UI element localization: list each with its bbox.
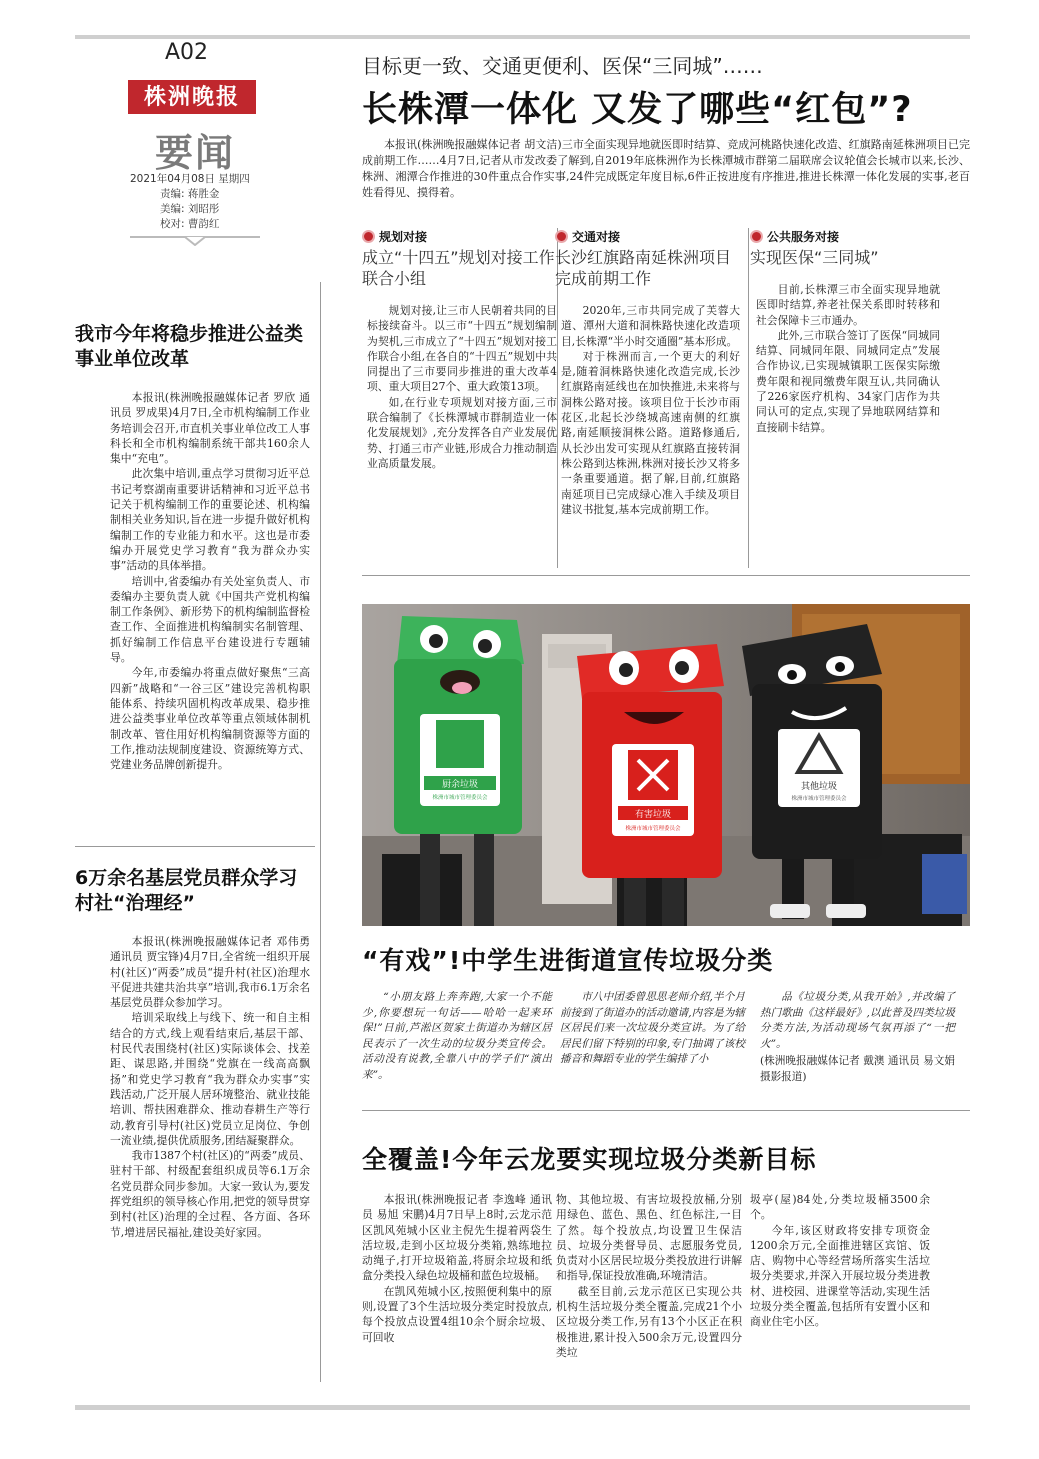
paragraph: 对于株洲而言,一个更大的利好是,随着洞株路快速化改造完成,长沙红旗路南延线也在加快推进,未来将与洞株公路对接。该项目位于长沙市雨花区,北起长沙绕城高速南侧的红旗路,南延顺接洞株公路。道路修通后,从长沙出发可实现从红旗路直接转洞株公路到达株洲,株洲对接长沙又将多一条重要通道。据了解,目前,红旗路南延项目已完成绿心准入手续及项目建议书批复,基本完成前期工作。	[561, 349, 740, 516]
svg-text:其他垃圾: 其他垃圾	[800, 782, 838, 792]
column-subhead: 实现医保“三同城”	[750, 248, 879, 267]
news-photo	[362, 604, 970, 926]
paragraph: 本报讯(株洲晚报融媒体记者 罗欣 通讯员 罗成果)4月7日,全市机构编制工作业务培训会召开,市直机关事业单位改工人事科长和全市机构编制系统干部共160余人集中“充电”。	[110, 391, 310, 466]
story3-headline: 全覆盖!今年云龙要实现垃圾分类新目标	[362, 1145, 817, 1174]
main-headline: 长株潭一体化 又发了哪些“红包”?	[362, 90, 913, 130]
main-kicker: 目标更一致、交通更便利、医保“三同城”……	[362, 54, 763, 78]
paragraph: 此次集中培训,重点学习贯彻习近平总书记考察湖南重要讲话精神和习近平总书记关于机构编制工作的重要论述、机构编制相关业务知识,旨在进一步提升做好机构编制工作的专业能力和水平。这也是市委编办开展党史学习教育“我为群众办实事”活动的具体举措。	[110, 467, 310, 573]
art-editor: 美编: 刘昭彤	[160, 203, 220, 215]
sidebar-divider	[320, 282, 321, 1382]
svg-text:株洲市城市管理委员会: 株洲市城市管理委员会	[791, 796, 847, 802]
story2-col-3: 品《垃圾分类,从我开始》,并改编了热门歌曲《这样最好》,以此普及四类垃圾分类方法,为活动现场气氛再添了“一把火”。 (株洲晚报融媒体记者 戴澳 通讯员 易文娟 摄影报道)	[760, 990, 955, 1085]
garbage-bin-costumes-illustration	[362, 604, 970, 926]
newspaper-logo: 株洲晚报	[128, 80, 256, 114]
editor: 责编: 蒋胜金	[160, 188, 220, 200]
story3-col-2: 物、其他垃圾、有害垃圾投放桶,分别用绿色、蓝色、黑色、红色标注,一目了然。每个投放点,均设置卫生保洁员、垃圾分类督导员、志愿服务党员,负责对小区居民垃圾分类投放进行讲解和指导,保证投放准确,环境清洁。 截至目前,云龙示范区已实现公共机构生活垃圾分类全覆盖,完成21个小区垃圾分类工作,另有13个小区正在积极推进,累计投入500余万元,设置四分类垃	[556, 1193, 742, 1359]
paragraph: 2020年,三市共同完成了芙蓉大道、潭州大道和洞株路快速化改造项目,长株潭“半小时交通圈”基本形成。	[561, 304, 740, 348]
svg-text:株洲市城市管理委员会: 株洲市城市管理委员会	[625, 826, 681, 832]
svg-text:有害垃圾: 有害垃圾	[634, 810, 672, 820]
column-tag: 规划对接	[362, 228, 557, 245]
story2-col-2: 市八中团委曾思思老师介绍,半个月前接到了街道办的活动邀请,内容是为辖区居民们来一次垃圾分类宣讲。为了给居民们留下特别的印象,专门抽调了该校播音和舞蹈专业的学生编排了小	[560, 991, 745, 1065]
paragraph: 我市1387个村(社区)的“两委”成员、驻村干部、村级配套组织成员等6.1万余名党员群众同步参加。大家一致认为,要发挥党组织的领导核心作用,把党的领导贯穿到村(社区)治理的全过程、各方面、各环节,增进居民福祉,建设美好家园。	[110, 1149, 310, 1239]
paragraph: 培训中,省委编办有关处室负责人、市委编办主要负责人就《中国共产党机构编制工作条例》、新形势下的机构编制监督检查工作、全面推进机构编制实名制管理、抓好编制工作信息平台建设进行专题辅导。	[110, 574, 310, 665]
paragraph: 今年,市委编办将重点做好聚焦“三高四新”战略和“一谷三区”建设完善机构职能体系、持续巩固机构改革成果、稳步推进公益类事业单位改革等重点领域体制机制改革、管住用好机构编制资源等方面的工作,推动法规制度建设、资源统筹方式、党建业务品牌创新提升。	[110, 666, 310, 772]
bullet-icon	[362, 230, 375, 243]
story2-col-1: “小朋友路上奔奔跑,大家一个不能少,你要想玩一句话——哈哈一起来环保!”日前,芦淞区贺家土街道办为辖区居民表示了一次生动的垃圾分类宣传会。活动没有说教,全靠八中的学子们“演出来”。	[362, 991, 552, 1081]
section-divider	[362, 1110, 970, 1111]
issue-date: 2021年04月08日 星期四	[130, 173, 250, 185]
column-tag: 公共服务对接	[750, 228, 940, 245]
side-story-1	[75, 322, 310, 772]
column-subhead: 长沙红旗路南延株洲项目完成前期工作	[555, 248, 732, 288]
story2-headline: “有戏”!中学生进街道宣传垃圾分类	[362, 946, 774, 975]
paragraph: 培训采取线上与线下、统一和自主相结合的方式,线上观看结束后,基层干部、村民代表围绕村(社区)实际谈体会、找差距、谋思路,并围绕“党旗在一线高高飘扬”和党史学习教育“我为群众办实事”实践活动,广泛开展人居环境整治、就业技能培训、帮扶困难群众、推动春耕生产等行动,教育引导村(社区)党员立足岗位、争创一流业绩,提供优质服务,团结凝聚群众。	[110, 1011, 310, 1147]
paragraph: 目前,长株潭三市全面实现异地就医即时结算,养老社保关系即时转移和社会保障卡三市通办。	[756, 283, 940, 327]
side-headline: 我市今年将稳步推进公益类事业单位改革	[75, 323, 304, 370]
section-divider	[362, 575, 970, 576]
story3-col-3: 圾亭(屋)84处,分类垃圾桶3500余个。 今年,该区财政将安排专项资金1200余万元,全面推进辖区宾馆、饭店、购物中心等经营场所落实生活垃圾分类要求,并深入开展垃圾分类进教材、进校园、进课堂等活动,实现生活垃圾分类全覆盖,包括所有安置小区和商业住宅小区。	[750, 1193, 930, 1329]
bullet-icon	[555, 230, 568, 243]
side-story-2	[75, 866, 310, 1240]
page-meta	[130, 172, 260, 232]
side-divider	[75, 846, 315, 847]
main-column-2	[555, 228, 740, 517]
proofreader: 校对: 曹韵红	[160, 218, 220, 230]
column-subhead: 成立“十四五”规划对接工作联合小组	[362, 248, 555, 288]
story2-credit: (株洲晚报融媒体记者 戴澳 通讯员 易文娟 摄影报道)	[760, 1055, 955, 1083]
chevron-down-icon	[184, 236, 206, 246]
bullet-icon	[750, 230, 763, 243]
main-lead: 本报讯(株洲晚报融媒体记者 胡文洁)三市全面实现异地就医即时结算、竞成河桃路快速化改造、红旗路南延株洲项目已完成前期工作……4月7日,记者从市发改委了解到,自2019年底株洲作为长株潭城市群第二届联席会议轮值会长城市以来,长沙、株洲、湘潭合作推进的30件重点合作实事,24件完成既定年度目标,6件正按进度有序推进,推进长株潭一体化发展的实事,老百姓看得见、摸得着。	[362, 138, 970, 199]
svg-text:厨余垃圾: 厨余垃圾	[441, 780, 479, 790]
main-column-1	[362, 228, 557, 471]
section-title: 要闻	[155, 130, 236, 175]
paragraph: 规划对接,让三市人民朝着共同的目标接续奋斗。以三市“十四五”规划编制为契机,三市成立了“十四五”规划对接工作联合小组,在各自的“十四五”规划中共同提出了三市要同步推进的重大改革4项、重大项目27个、重大政策13项。	[367, 304, 557, 394]
main-column-3	[750, 228, 940, 435]
page-number: A02	[165, 40, 209, 65]
paragraph: 此外,三市联合签订了医保“同城同结算、同城同年限、同城同定点”发展合作协议,已实现城镇职工医保实际缴费年限和视同缴费年限互认,共同确认了226家医疗机构、34家门店作为共同认可的定点,实现了异地联网结算和直接刷卡结算。	[756, 328, 940, 434]
story3-col-1: 本报讯(株洲晚报记者 李逸峰 通讯员 易旭 宋鹏)4月7日早上8时,云龙示范区凯风苑城小区业主倪先生提着两袋生活垃圾,走到小区垃圾分类箱,熟练地拉动绳子,打开垃圾箱盖,将厨余垃圾和纸盒分类投入绿色垃圾桶和蓝色垃圾桶。 在凯风苑城小区,按照便利集中的原则,设置了3个生活垃圾分类定时投放点,每个投放点设置4组10余个厨余垃圾、可回收	[362, 1193, 552, 1344]
svg-text:株洲市城市管理委员会: 株洲市城市管理委员会	[432, 795, 488, 801]
side-headline: 6万余名基层党员群众学习村社“治理经”	[75, 867, 298, 914]
paragraph: 本报讯(株洲晚报融媒体记者 邓伟勇 通讯员 贾宝锋)4月7日,全省统一组织开展村(社区)“两委”成员“提升村(社区)治理水平促进共建共治共享”培训,我市6.1万余名基层党员群众参加学习。	[110, 935, 310, 1010]
top-rule	[75, 35, 970, 39]
column-tag: 交通对接	[555, 228, 740, 245]
column-divider	[748, 228, 749, 568]
paragraph: 如,在行业专项规划对接方面,三市联合编制了《长株潭城市群制造业一体化发展规划》,充分发挥各自产业发展优势、打通三市产业链,形成合力推动制造业高质量发展。	[367, 395, 557, 470]
bottom-rule	[75, 1405, 970, 1410]
